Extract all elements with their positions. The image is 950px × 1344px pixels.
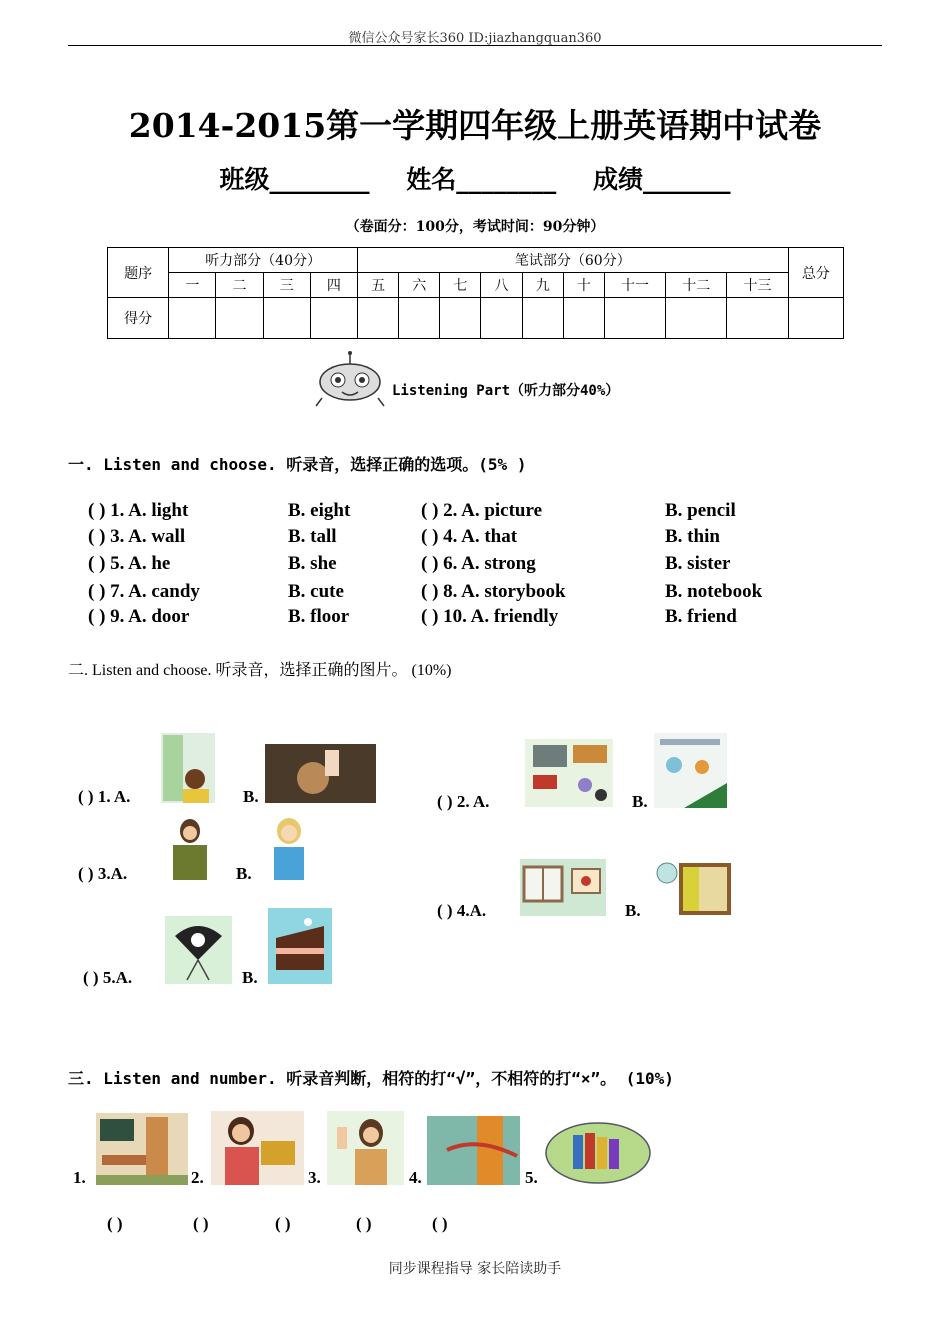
- score-cell[interactable]: [481, 298, 522, 339]
- woman-typing-picture: [211, 1111, 304, 1185]
- s1-question: ( ) 2. A. picture: [421, 500, 543, 521]
- tall-man-picture: [167, 815, 213, 880]
- number-cell: 一: [169, 273, 216, 298]
- section3-title: 三. Listen and number. 听录音判断，相符的打“√”，不相符的打“×”。 (10%): [68, 1069, 674, 1088]
- s3-number: 4.: [409, 1168, 422, 1187]
- s2-option-b: B.: [625, 901, 641, 920]
- listening-header-cell: 听力部分（40分）: [169, 248, 358, 273]
- s1-option-b: B. friend: [665, 606, 737, 627]
- number-cell: 六: [399, 273, 440, 298]
- s3-number: 1.: [73, 1168, 86, 1187]
- s1-option-b: B. cute: [288, 581, 344, 602]
- s1-question: ( ) 8. A. storybook: [421, 581, 566, 602]
- s2-question: ( ) 3.A.: [78, 864, 128, 883]
- number-cell: 九: [522, 273, 563, 298]
- score-field: 成绩_______: [592, 165, 731, 194]
- s3-bracket: ( ): [432, 1214, 448, 1233]
- page-title: 2014-2015第一学期四年级上册英语期中试卷: [128, 106, 822, 145]
- total-header-cell: 总分: [788, 248, 843, 298]
- score-cell[interactable]: [788, 298, 843, 339]
- number-cell: 十: [563, 273, 604, 298]
- s2-question: ( ) 2. A.: [437, 792, 490, 811]
- s1-question: ( ) 1. A. light: [88, 500, 189, 521]
- s3-number: 2.: [191, 1168, 204, 1187]
- door-picture: [427, 1116, 520, 1185]
- s1-option-b: B. floor: [288, 606, 350, 627]
- s1-question: ( ) 6. A. strong: [421, 553, 536, 574]
- score-cell[interactable]: [357, 298, 398, 339]
- room-shelf-picture: [654, 733, 727, 808]
- number-cell: 八: [481, 273, 522, 298]
- s1-question: ( ) 7. A. candy: [88, 581, 200, 602]
- s3-bracket: ( ): [275, 1214, 291, 1233]
- s1-question: ( ) 10. A. friendly: [421, 606, 559, 627]
- s1-question: ( ) 5. A. he: [88, 553, 171, 574]
- student-info-line: [0, 160, 950, 196]
- score-cell[interactable]: [666, 298, 727, 339]
- section2-title: 二. Listen and choose. 听录音，选择正确的图片。 (10%): [68, 662, 452, 679]
- name-field: 姓名________: [406, 165, 557, 194]
- s1-option-b: B. eight: [288, 500, 351, 521]
- boy-at-window-picture: [161, 733, 215, 803]
- number-cell: 四: [310, 273, 357, 298]
- score-cell[interactable]: [727, 298, 788, 339]
- section1-title: 一. Listen and choose. 听录音，选择正确的选项。(5% ): [68, 455, 527, 474]
- s2-question: ( ) 1. A.: [78, 787, 131, 806]
- number-cell: 三: [263, 273, 310, 298]
- score-cell[interactable]: [399, 298, 440, 339]
- s3-number: 3.: [308, 1168, 321, 1187]
- s3-bracket: ( ): [193, 1214, 209, 1233]
- score-cell[interactable]: [522, 298, 563, 339]
- radio-cartoon-icon: [312, 350, 386, 410]
- number-cell: 二: [216, 273, 263, 298]
- s1-question: ( ) 4. A. that: [421, 526, 518, 547]
- exam-subnote: （卷面分：100分，考试时间：90分钟）: [345, 219, 605, 235]
- s2-option-b: B.: [242, 968, 258, 987]
- s3-number: 5.: [525, 1168, 538, 1187]
- s1-question: ( ) 3. A. wall: [88, 526, 186, 547]
- row-label-cell: 题序: [108, 248, 169, 298]
- kite-picture: [165, 916, 232, 984]
- class-field: 班级________: [219, 165, 370, 194]
- listening-part-heading: Listening Part（听力部分40%）: [392, 383, 620, 399]
- score-cell[interactable]: [440, 298, 481, 339]
- s2-question: ( ) 5.A.: [83, 968, 133, 987]
- header-rule: [68, 45, 882, 46]
- s1-option-b: B. sister: [665, 553, 731, 574]
- s1-option-b: B. tall: [288, 526, 337, 547]
- waving-woman-picture: [327, 1111, 404, 1185]
- header-note: 微信公众号家长360 ID:jiazhangquan360: [348, 31, 602, 46]
- number-cell: 五: [357, 273, 398, 298]
- written-header-cell: 笔试部分（60分）: [357, 248, 788, 273]
- score-cell[interactable]: [563, 298, 604, 339]
- footer-note: 同步课程指导 家长陪读助手: [388, 1261, 562, 1277]
- score-label-cell: 得分: [108, 298, 169, 339]
- score-cell[interactable]: [604, 298, 665, 339]
- number-cell: 十三: [727, 273, 788, 298]
- classroom-picture: [96, 1113, 188, 1185]
- s2-question: ( ) 4.A.: [437, 901, 487, 920]
- score-cell[interactable]: [216, 298, 263, 339]
- s1-option-b: B. thin: [665, 526, 720, 547]
- number-cell: 十一: [604, 273, 665, 298]
- s1-option-b: B. notebook: [665, 581, 763, 602]
- fan-window-picture: [653, 859, 733, 916]
- blonde-girl-picture: [262, 815, 317, 880]
- number-cell: 十二: [666, 273, 727, 298]
- s1-question: ( ) 9. A. door: [88, 606, 190, 627]
- score-cell[interactable]: [310, 298, 357, 339]
- schoolbag-books-picture: [543, 1119, 653, 1185]
- window-wall-picture: [520, 859, 606, 916]
- number-cell: 七: [440, 273, 481, 298]
- s3-bracket: ( ): [107, 1214, 123, 1233]
- s2-option-b: B.: [243, 787, 259, 806]
- s2-option-b: B.: [632, 792, 648, 811]
- girl-hair-picture: [265, 744, 376, 803]
- score-cell[interactable]: [263, 298, 310, 339]
- s1-option-b: B. pencil: [665, 500, 736, 521]
- s1-option-b: B. she: [288, 553, 337, 574]
- s3-bracket: ( ): [356, 1214, 372, 1233]
- toys-on-desk-picture: [525, 739, 613, 807]
- cake-picture: [268, 908, 332, 984]
- score-cell[interactable]: [169, 298, 216, 339]
- s2-option-b: B.: [236, 864, 252, 883]
- score-table: [107, 247, 844, 339]
